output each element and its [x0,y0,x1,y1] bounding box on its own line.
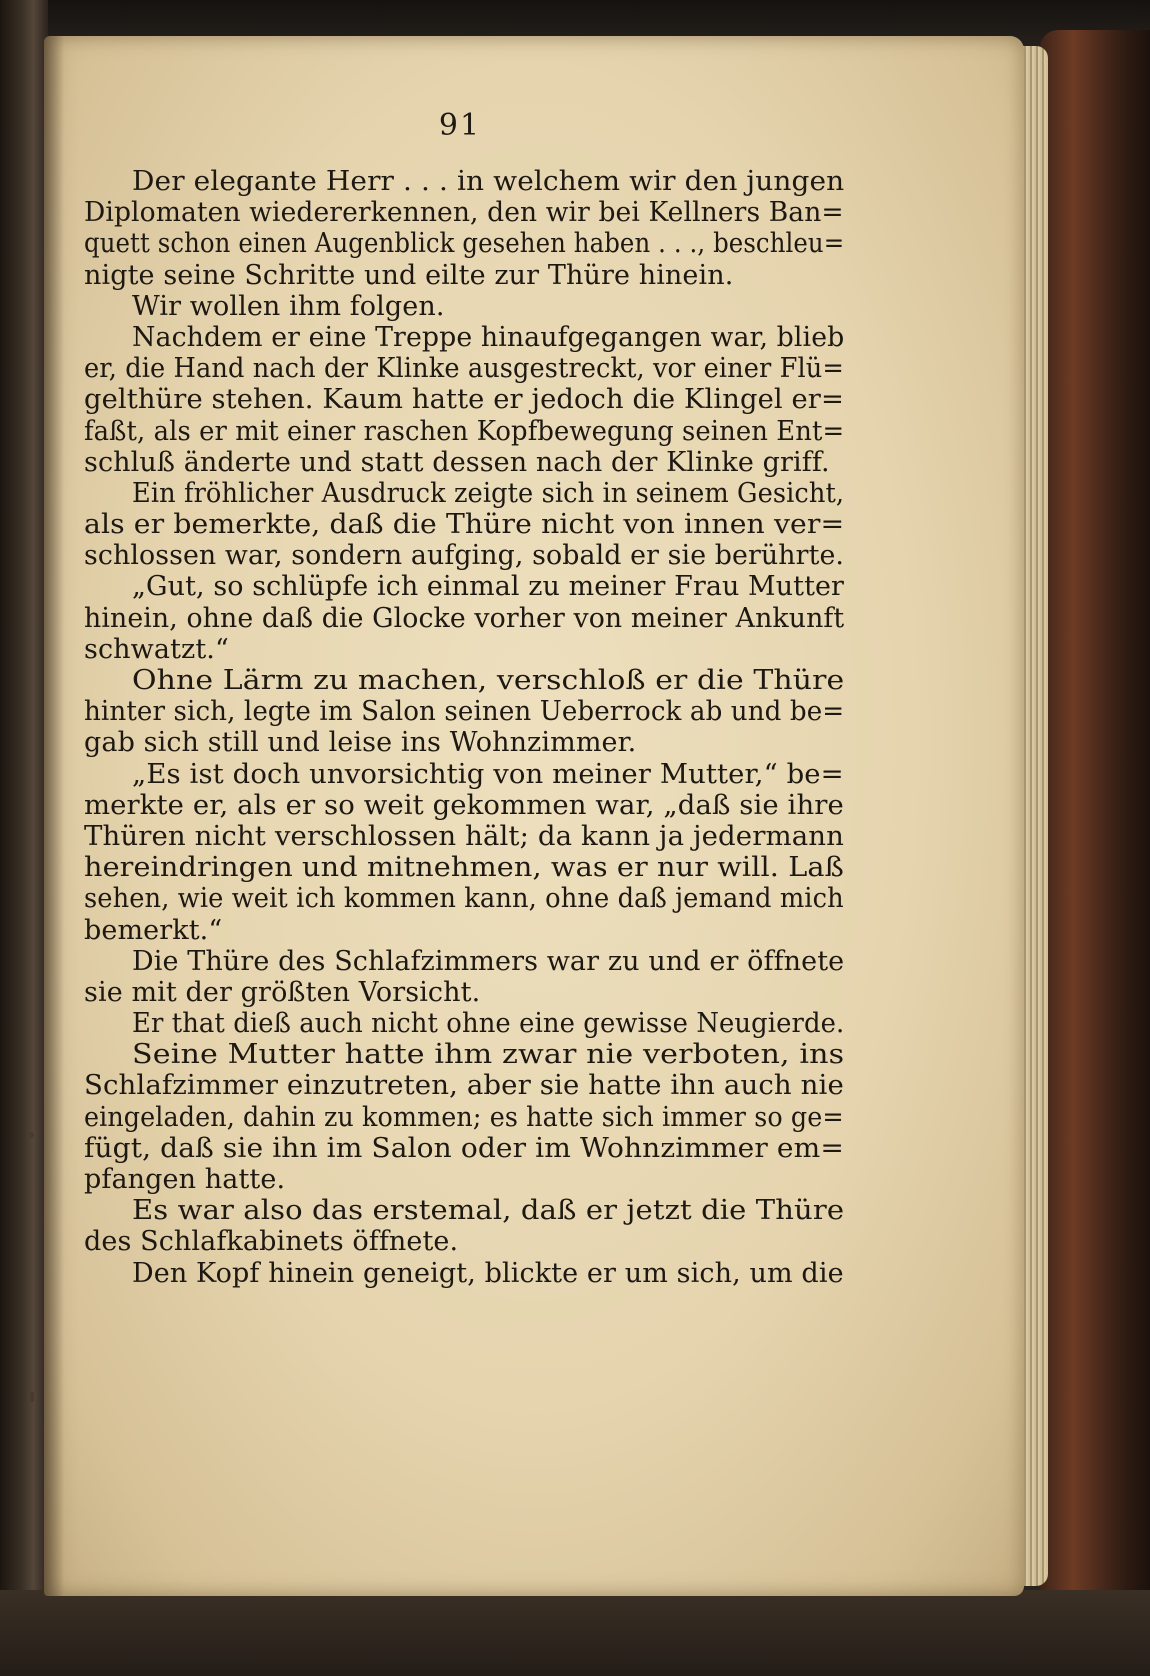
text-line-content: merkte er, als er so weit gekommen war, „daß sie ihre [84,789,844,821]
text-line-content: schluß änderte und statt dessen nach der Klinke griff. [84,446,830,478]
text-line-content: schlossen war, sondern aufging, sobald er sie berührte. [84,540,845,572]
text-line [84,790,844,821]
text-line [84,197,844,228]
margin-mark [28,1132,34,1138]
text-line [84,447,844,478]
text-line [84,603,844,634]
text-line-content: Wir wollen ihm folgen. [132,290,445,322]
text-line [84,883,844,914]
text-line-content: Den Kopf hinein geneigt, blickte er um sich, um die [132,1257,844,1289]
book-cover-right [1040,30,1150,1676]
text-line-content: hereindringen und mitnehmen, was er nur will. Laß [84,852,844,884]
text-line-content: Nachdem er eine Treppe hinaufgegangen war, blieb [132,321,845,353]
text-line-content: Die Thüre des Schlafzimmers war zu und er öffnete [132,945,845,977]
text-line [84,1133,844,1164]
text-line [84,946,844,977]
text-line-content: Seine Mutter hatte ihm zwar nie verboten, ins [132,1039,845,1071]
text-line-content: bemerkt.“ [84,914,223,946]
text-line [84,759,844,790]
text-line [84,1102,844,1133]
text-line [84,540,844,571]
text-line-content: hinter sich, legte im Salon seinen Ueberrock ab und be= [84,696,845,728]
text-line [84,228,844,259]
text-line [84,1039,844,1070]
body-text [84,166,844,1289]
text-line-content: nigte seine Schritte und eilte zur Thüre hinein. [84,259,734,291]
text-line [84,1226,844,1257]
text-line [84,977,844,1008]
text-line [84,821,844,852]
text-line [84,852,844,883]
text-line-content: „Es ist doch unvorsichtig von meiner Mutter,“ be= [132,758,844,790]
text-line [84,1008,844,1039]
text-line [84,665,844,696]
text-line-content: sehen, wie weit ich kommen kann, ohne daß jemand mich [84,883,844,915]
text-line-content: sie mit der größten Vorsicht. [84,976,481,1008]
text-line-content: eingeladen, dahin zu kommen; es hatte sich immer so ge= [84,1101,844,1133]
text-line-content: pfangen hatte. [84,1164,286,1195]
text-line-content: „Gut, so schlüpfe ich einmal zu meiner Frau Mutter [132,571,844,603]
text-line-content: gelthüre stehen. Kaum hatte er jedoch die Klingel er= [84,384,845,416]
text-line [84,291,844,322]
text-line-content: Thüren nicht verschlossen hält; da kann ja jedermann [84,820,844,852]
text-line [84,1258,844,1289]
text-line [84,322,844,353]
text-line-content: gab sich still und leise ins Wohnzimmer. [84,727,637,759]
text-line [84,384,844,415]
text-line [84,166,844,197]
text-line [84,1070,844,1101]
text-line [84,915,844,946]
text-line [84,727,844,758]
text-line-content: Er that dieß auch nicht ohne eine gewisse Neugierde. [132,1008,845,1040]
page-number: 91 [438,108,482,143]
text-line-content: als er bemerkte, daß die Thüre nicht von innen ver= [84,509,845,541]
text-line-content: er, die Hand nach der Klinke ausgestreckt, vor einer Flü= [84,353,844,385]
text-line-content: Ein fröhlicher Ausdruck zeigte sich in seinem Gesicht, [132,477,845,509]
text-line [84,1164,844,1195]
text-line-content: schwatzt.“ [84,633,229,665]
text-line [84,1195,844,1226]
text-line-content: quett schon einen Augenblick gesehen haben . . ., beschleu= [84,228,845,260]
text-line-content: Ohne Lärm zu machen, verschloß er die Thüre [132,665,845,696]
text-line [84,260,844,291]
text-line [84,478,844,509]
text-line-content: Diplomaten wiedererkennen, den wir bei Kellners Ban= [84,197,844,229]
text-line-content: Der elegante Herr . . . in welchem wir den jungen [132,166,845,197]
text-line [84,571,844,602]
text-line-content: des Schlafkabinets öffnete. [84,1226,459,1258]
text-line [84,509,844,540]
page-gutter-shadow [44,36,64,1596]
text-line-content: fügt, daß sie ihn im Salon oder im Wohnzimmer em= [84,1132,844,1164]
text-line-content: Es war also das erstemal, daß er jetzt die Thüre [132,1195,845,1227]
text-line [84,353,844,384]
text-line [84,634,844,665]
text-line-content: Schlafzimmer einzutreten, aber sie hatte ihn auch nie [84,1070,844,1102]
book-cover-bottom [0,1590,1150,1676]
text-line [84,416,844,447]
text-line [84,696,844,727]
book-spine-left [0,0,48,1676]
text-line-content: faßt, als er mit einer raschen Kopfbewegung seinen Ent= [84,415,845,447]
text-line-content: hinein, ohne daß die Glocke vorher von meiner Ankunft [84,602,845,634]
margin-mark [30,1392,34,1402]
